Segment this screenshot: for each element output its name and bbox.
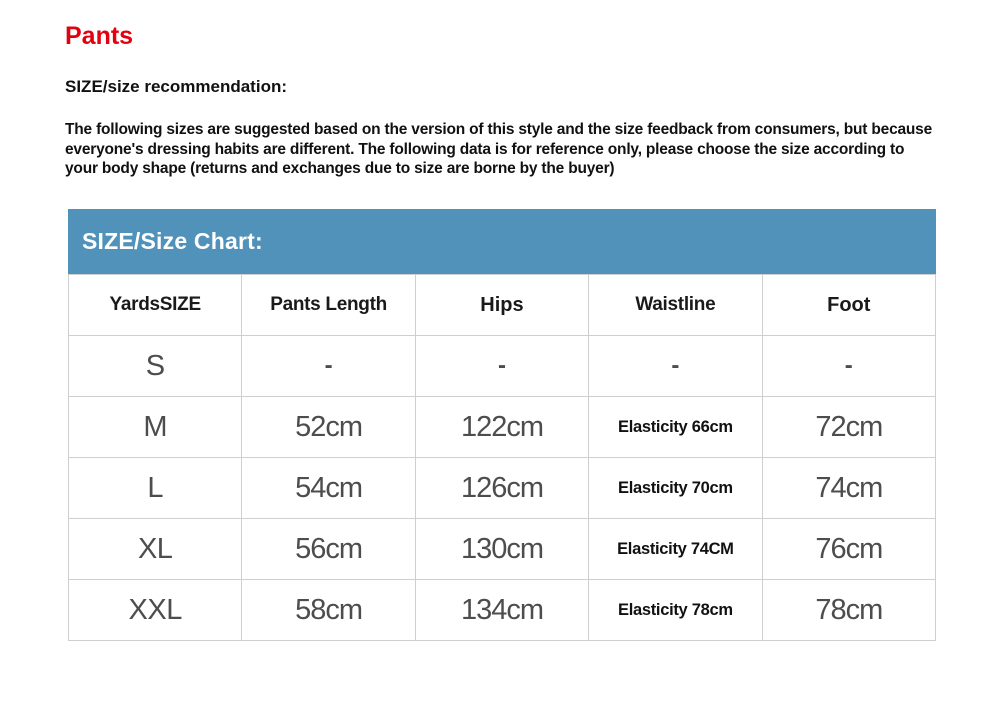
- pants-length-cell: -: [242, 336, 415, 397]
- column-header-pants-length: Pants Length: [242, 275, 415, 336]
- column-header-hips: Hips: [415, 275, 588, 336]
- size-cell: XL: [69, 519, 242, 580]
- waistline-cell: -: [589, 336, 762, 397]
- foot-cell: 72cm: [762, 397, 935, 458]
- hips-cell: -: [415, 336, 588, 397]
- size-cell: XXL: [69, 580, 242, 641]
- size-cell: S: [69, 336, 242, 397]
- column-header-foot: Foot: [762, 275, 935, 336]
- size-recommendation-heading: SIZE/size recommendation:: [65, 77, 287, 96]
- pants-length-cell: 52cm: [242, 397, 415, 458]
- size-chart-banner: [68, 209, 936, 274]
- table-row-size-m: [69, 397, 936, 458]
- hips-cell: 126cm: [415, 458, 588, 519]
- hips-cell: 130cm: [415, 519, 588, 580]
- waistline-cell: Elasticity 66cm: [589, 397, 762, 458]
- size-recommendation-text: The following sizes are suggested based on the version of this style and the size feedback from consumers, but because everyone's dressing habits are different. The following data is for reference only, please choose the size according to your body shape (returns and exchanges due to size are borne by the buyer): [65, 121, 933, 177]
- page-title: Pants: [65, 22, 134, 50]
- foot-cell: 74cm: [762, 458, 935, 519]
- table-header-row: [69, 275, 936, 336]
- column-header-yards-size: YardsSIZE: [69, 275, 242, 336]
- foot-cell: 76cm: [762, 519, 935, 580]
- table-row-size-s: [69, 336, 936, 397]
- pants-length-cell: 56cm: [242, 519, 415, 580]
- hips-cell: 134cm: [415, 580, 588, 641]
- pants-length-cell: 54cm: [242, 458, 415, 519]
- size-chart-banner-title: SIZE/Size Chart:: [82, 228, 263, 254]
- waistline-cell: Elasticity 78cm: [589, 580, 762, 641]
- table-row-size-l: [69, 458, 936, 519]
- table-row-size-xl: [69, 519, 936, 580]
- hips-cell: 122cm: [415, 397, 588, 458]
- pants-length-cell: 58cm: [242, 580, 415, 641]
- foot-cell: -: [762, 336, 935, 397]
- waistline-cell: Elasticity 74CM: [589, 519, 762, 580]
- column-header-waistline: Waistline: [589, 275, 762, 336]
- table-row-size-xxl: [69, 580, 936, 641]
- foot-cell: 78cm: [762, 580, 935, 641]
- size-chart-table: [68, 274, 936, 641]
- size-cell: L: [69, 458, 242, 519]
- waistline-cell: Elasticity 70cm: [589, 458, 762, 519]
- size-cell: M: [69, 397, 242, 458]
